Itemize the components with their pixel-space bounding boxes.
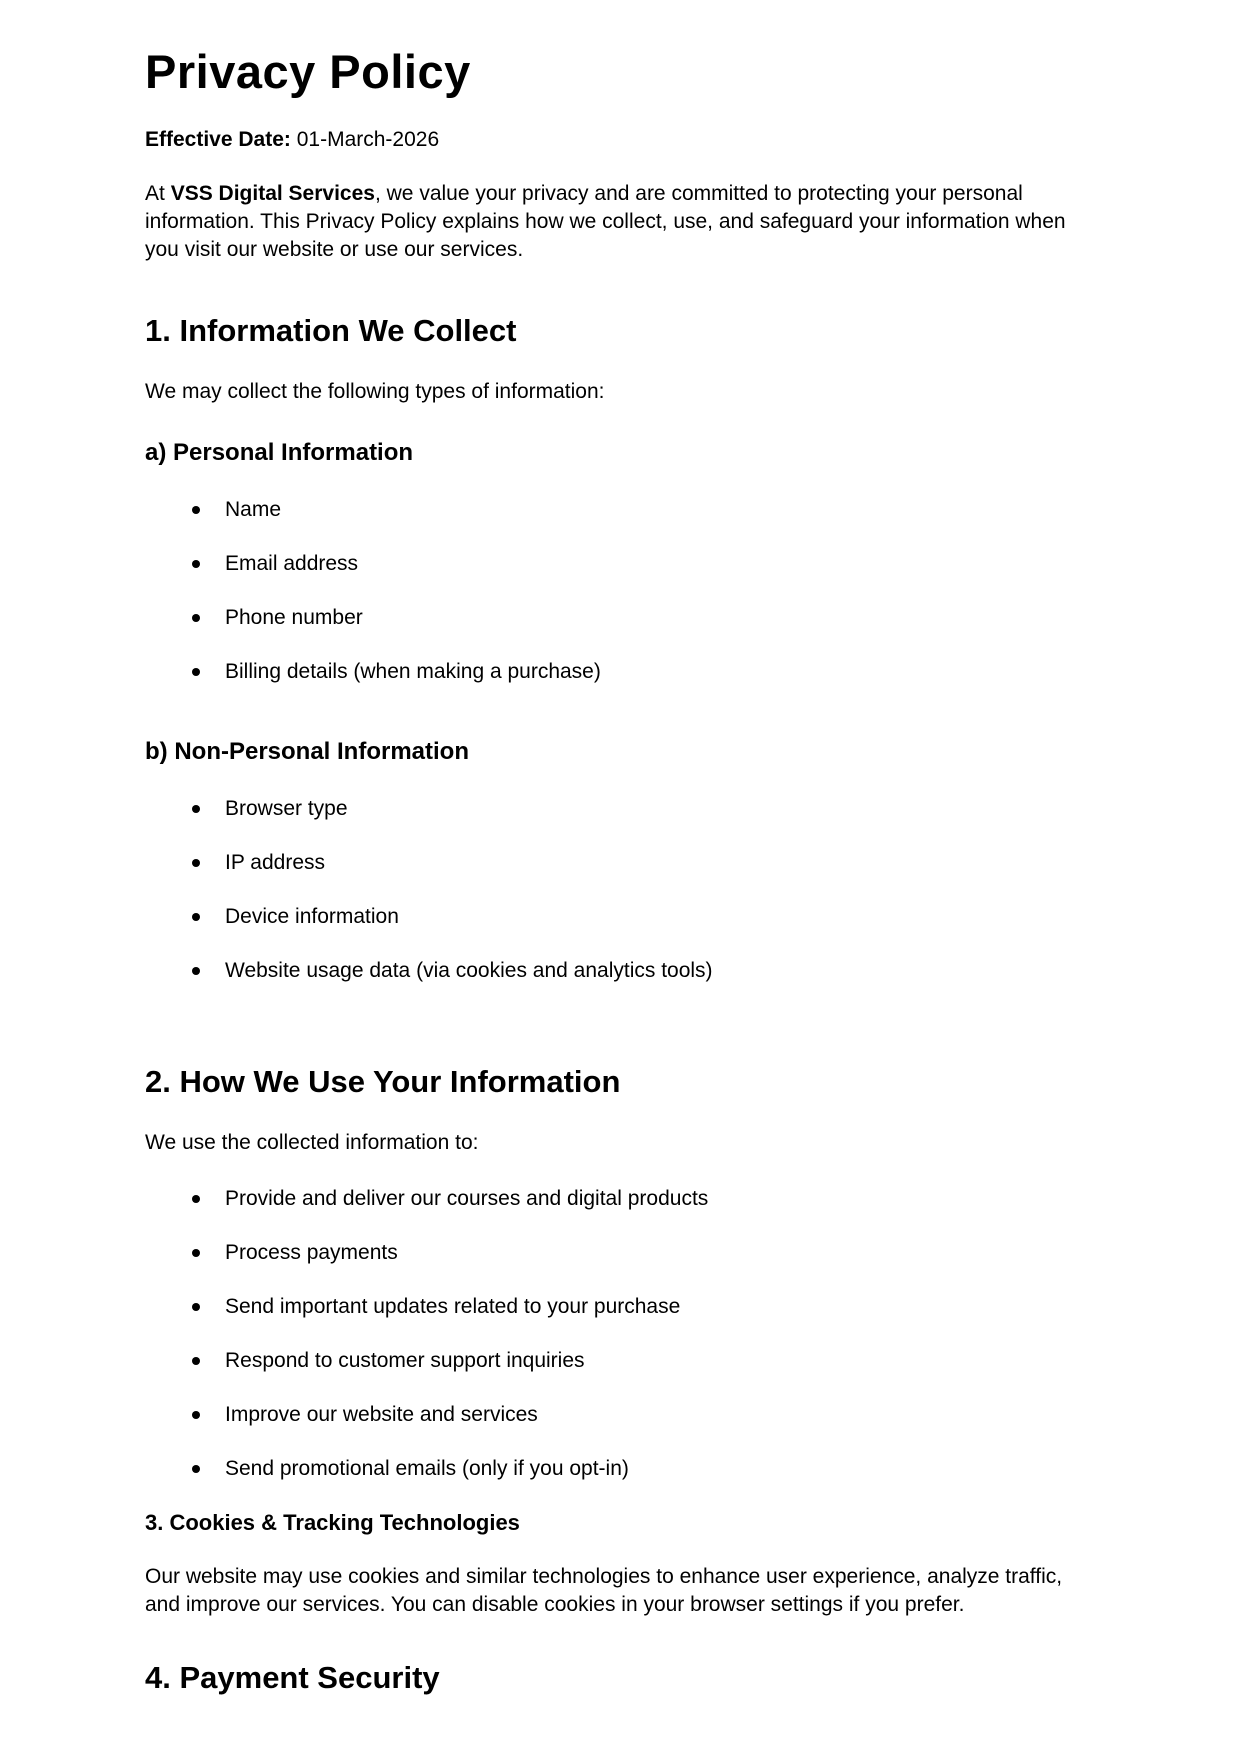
subsection-heading: b) Non-Personal Information xyxy=(145,738,469,765)
section-heading-2: 2. How We Use Your Information xyxy=(145,1064,621,1099)
document-sections xyxy=(145,312,1094,1697)
subsection-heading: a) Personal Information xyxy=(145,439,414,466)
effective-date-line xyxy=(145,126,1094,154)
list-item: Browser type xyxy=(145,795,1094,823)
list-item: IP address xyxy=(145,849,1094,877)
list-item: Improve our website and services xyxy=(145,1401,1094,1429)
list-item: Send important updates related to your purchase xyxy=(145,1293,1094,1321)
effective-date-value: 01-March-2026 xyxy=(296,128,440,151)
list-item: Billing details (when making a purchase) xyxy=(145,658,1094,686)
list-item: Phone number xyxy=(145,604,1094,632)
intro-paragraph xyxy=(145,180,1094,264)
document-title: Privacy Policy xyxy=(145,45,471,98)
effective-date-label: Effective Date: xyxy=(145,128,291,151)
section-heading-3: 3. Cookies & Tracking Technologies xyxy=(145,1510,520,1535)
bullet-list xyxy=(145,795,1094,985)
section-heading-1: 1. Information We Collect xyxy=(145,313,517,348)
paragraph: We use the collected information to: xyxy=(145,1131,479,1154)
list-item: Respond to customer support inquiries xyxy=(145,1347,1094,1375)
paragraph: Our website may use cookies and similar technologies to enhance user experience, analyze traffic, and improve our services. You can disable cookies in your browser settings if you prefer. xyxy=(145,1565,1063,1616)
bullet-list xyxy=(145,496,1094,686)
paragraph: We may collect the following types of information: xyxy=(145,380,605,403)
list-item: Provide and deliver our courses and digital products xyxy=(145,1185,1094,1213)
list-item: Send promotional emails (only if you opt-in) xyxy=(145,1455,1094,1483)
list-item: Device information xyxy=(145,903,1094,931)
list-item: Website usage data (via cookies and analytics tools) xyxy=(145,957,1094,985)
list-item: Process payments xyxy=(145,1239,1094,1267)
bold-text-run: VSS Digital Services xyxy=(170,182,375,205)
bullet-list xyxy=(145,1185,1094,1483)
list-item: Name xyxy=(145,496,1094,524)
list-item: Email address xyxy=(145,550,1094,578)
text-run: At xyxy=(145,182,171,205)
text-run: , we value your privacy and are committed to protecting your personal information. This Privacy Policy explains how we collect, use, and safeguard your information when you visit our website or use our services. xyxy=(145,182,1066,261)
section-heading-4: 4. Payment Security xyxy=(145,1660,440,1695)
